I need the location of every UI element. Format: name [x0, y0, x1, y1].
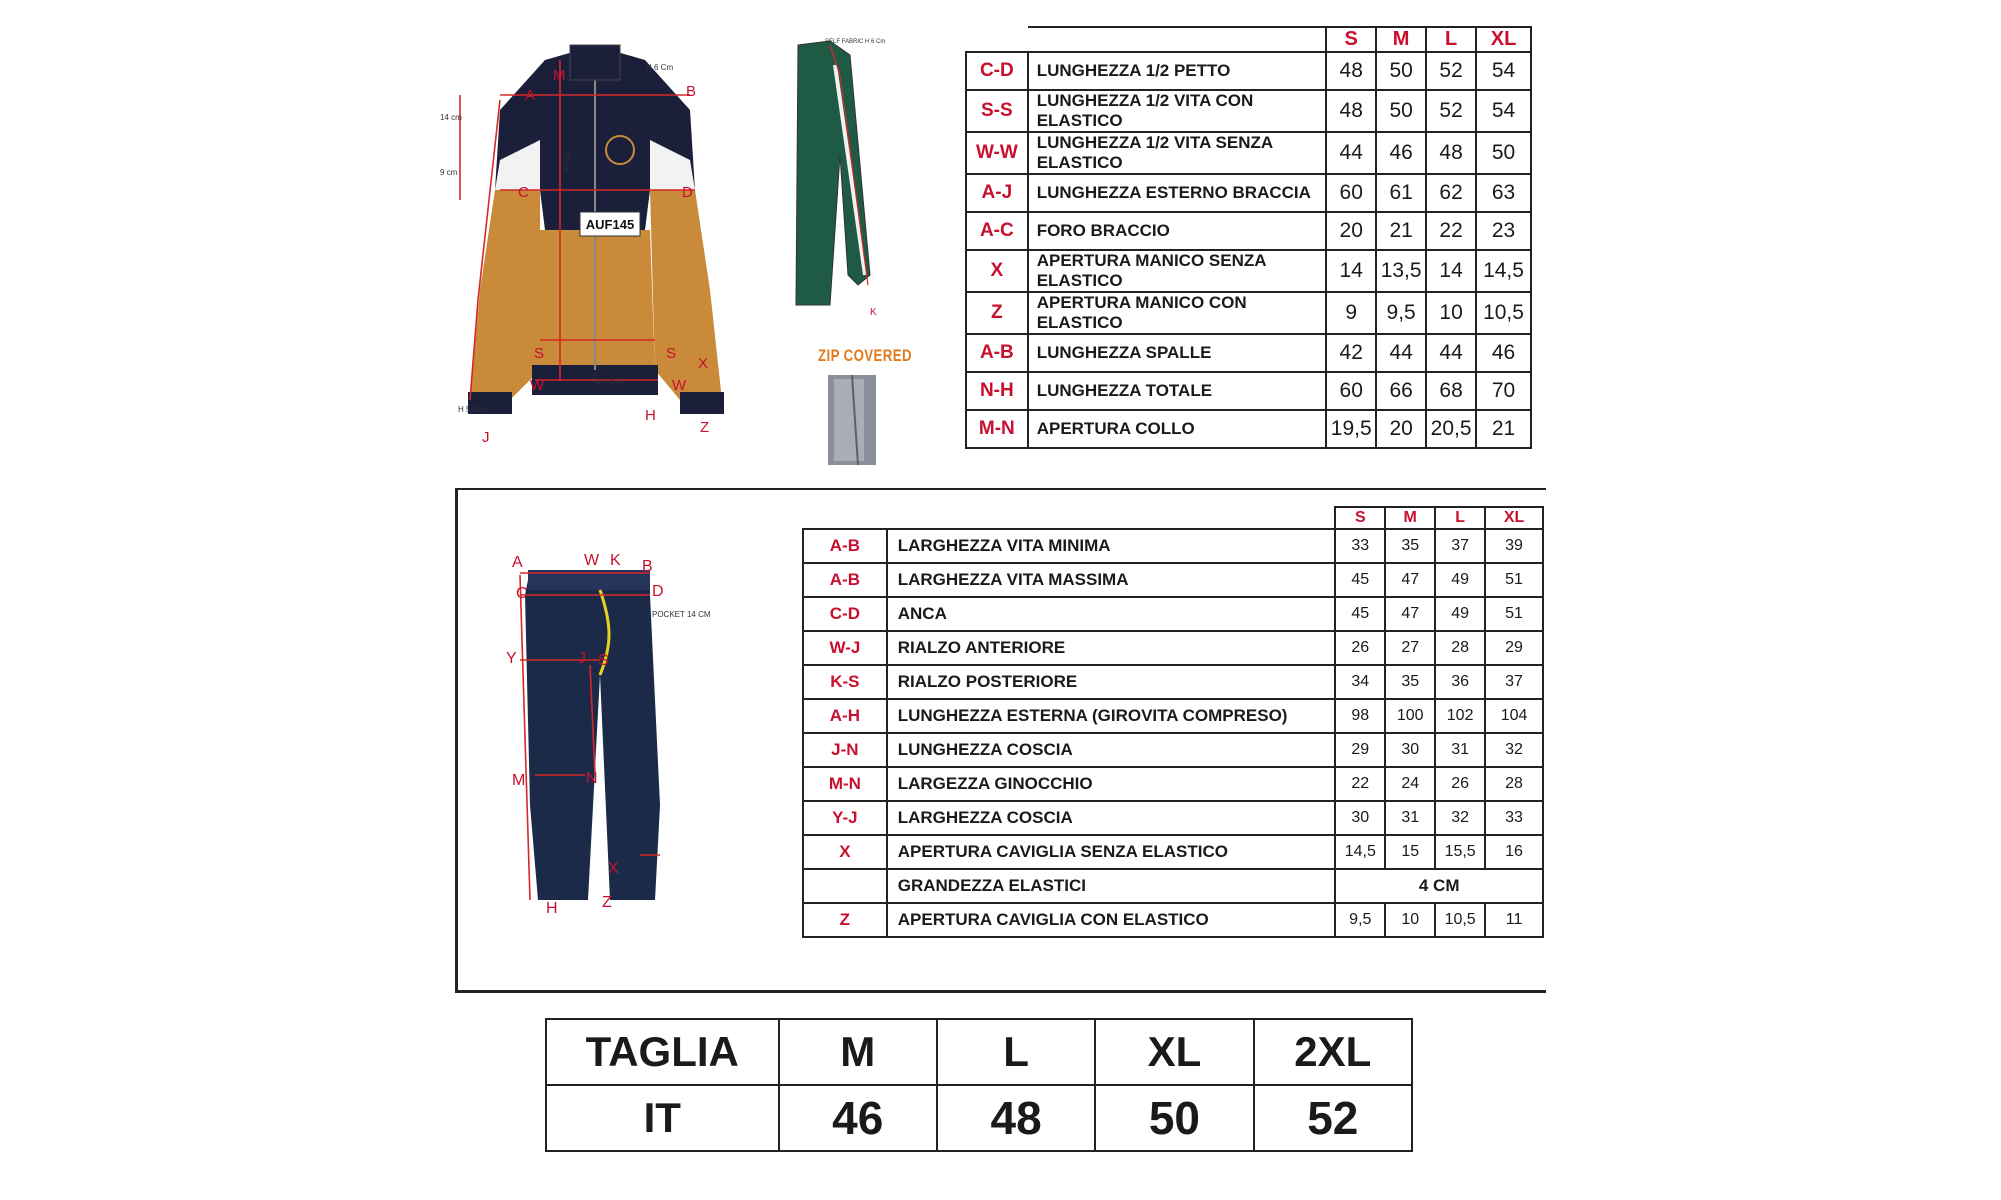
jacket-note-9cm: 9 cm — [440, 168, 458, 177]
jacket-row-value: 63 — [1476, 174, 1531, 212]
pants-row-value: 100 — [1385, 699, 1435, 733]
pants-row-value: 39 — [1485, 529, 1543, 563]
jacket-row-code: M-N — [966, 410, 1028, 448]
pants-row-value: 47 — [1385, 563, 1435, 597]
jacket-row — [966, 292, 1531, 334]
pants-row-value: 29 — [1335, 733, 1385, 767]
pants-row-label: APERTURA CAVIGLIA SENZA ELASTICO — [887, 835, 1336, 869]
pants-row — [803, 733, 1543, 767]
jacket-row-value: 68 — [1426, 372, 1476, 410]
jacket-row-value: 9 — [1326, 292, 1376, 334]
jacket-row-value: 60 — [1326, 174, 1376, 212]
pants-label-d: D — [652, 583, 664, 600]
pants-row — [803, 767, 1543, 801]
jacket-row-code: A-C — [966, 212, 1028, 250]
pants-row-code: W-J — [803, 631, 887, 665]
jacket-row — [966, 250, 1531, 292]
pants-row-value: 33 — [1485, 801, 1543, 835]
jacket-row-value: 50 — [1376, 90, 1426, 132]
pants-row-code: A-H — [803, 699, 887, 733]
pants-row-code: C-D — [803, 597, 887, 631]
jacket-row — [966, 52, 1531, 90]
pants-label-k: K — [610, 552, 621, 569]
jacket-sketch — [440, 40, 750, 450]
pants-label-w: W — [584, 552, 600, 569]
jacket-size-l: L — [1426, 27, 1476, 52]
jacket-row-code: X — [966, 250, 1028, 292]
pants-row-value: 30 — [1385, 733, 1435, 767]
it-value-52: 52 — [1254, 1085, 1412, 1151]
pants-row — [803, 631, 1543, 665]
pants-label-s: S — [598, 652, 609, 669]
pants-row-value: 14,5 — [1335, 835, 1385, 869]
it-value-46: 46 — [779, 1085, 937, 1151]
taglia-header: TAGLIA — [546, 1019, 779, 1085]
jacket-row-code: C-D — [966, 52, 1028, 90]
pants-row-value: 27 — [1385, 631, 1435, 665]
jacket-row — [966, 334, 1531, 372]
jacket-label-z: Z — [700, 419, 710, 436]
pants-row-value: 22 — [1335, 767, 1385, 801]
pants-last-row — [803, 903, 1543, 937]
pants-row-code: M-N — [803, 767, 887, 801]
jacket-row-value: 70 — [1476, 372, 1531, 410]
jacket-size-s: S — [1326, 27, 1376, 52]
jacket-row-value: 14,5 — [1476, 250, 1531, 292]
pants-row-value: 51 — [1485, 563, 1543, 597]
jacket-row-label: LUNGHEZZA SPALLE — [1028, 334, 1327, 372]
pants-row-value: 33 — [1335, 529, 1385, 563]
pants-row-value: 45 — [1335, 563, 1385, 597]
jacket-row — [966, 90, 1531, 132]
jacket-row-label: LUNGHEZZA 1/2 VITA SENZA ELASTICO — [1028, 132, 1327, 174]
pants-row-label: LARGHEZZA VITA MASSIMA — [887, 563, 1336, 597]
jacket-row-value: 46 — [1476, 334, 1531, 372]
pants-label-b: B — [642, 558, 653, 575]
last-row-value-m: 10 — [1385, 903, 1435, 937]
jacket-label-m: M — [553, 67, 566, 84]
pants-row-value: 15,5 — [1435, 835, 1485, 869]
pants-row — [803, 529, 1543, 563]
jacket-size-table — [965, 26, 1532, 449]
jacket-row — [966, 212, 1531, 250]
last-row-value-xl: 11 — [1485, 903, 1543, 937]
pants-row-value: 28 — [1485, 767, 1543, 801]
jacket-row-value: 9,5 — [1376, 292, 1426, 334]
pants-row-value: 34 — [1335, 665, 1385, 699]
pants-row-value: 26 — [1435, 767, 1485, 801]
jacket-row-value: 54 — [1476, 52, 1531, 90]
jacket-row — [966, 372, 1531, 410]
jacket-row-value: 66 — [1376, 372, 1426, 410]
jacket-row-value: 52 — [1426, 52, 1476, 90]
jacket-label-b: B — [686, 83, 697, 100]
jacket-note-14cm: 14 cm — [440, 113, 462, 122]
jacket-label-j: J — [482, 429, 490, 446]
side-label-k: K — [870, 307, 877, 318]
pants-row — [803, 597, 1543, 631]
elastic-value: 4 CM — [1335, 869, 1543, 903]
pants-label-y: Y — [506, 650, 517, 667]
jacket-row-value: 46 — [1376, 132, 1426, 174]
jacket-label-w-right: W — [672, 377, 687, 394]
jacket-row-value: 48 — [1326, 90, 1376, 132]
pants-row-value: 49 — [1435, 563, 1485, 597]
pants-row-value: 26 — [1335, 631, 1385, 665]
pants-row-value: 37 — [1485, 665, 1543, 699]
pants-size-m: M — [1385, 507, 1435, 529]
pants-size-l: L — [1435, 507, 1485, 529]
size-conversion-table — [545, 1018, 1413, 1152]
jacket-row — [966, 410, 1531, 448]
pants-row-value: 32 — [1435, 801, 1485, 835]
jacket-size-m: M — [1376, 27, 1426, 52]
jacket-row-value: 60 — [1326, 372, 1376, 410]
pants-row-value: 31 — [1385, 801, 1435, 835]
pants-row-value: 16 — [1485, 835, 1543, 869]
jacket-row-code: Z — [966, 292, 1028, 334]
jacket-row-value: 22 — [1426, 212, 1476, 250]
jacket-row-value: 44 — [1326, 132, 1376, 174]
jacket-row-value: 23 — [1476, 212, 1531, 250]
jacket-row-label: APERTURA COLLO — [1028, 410, 1327, 448]
pants-row — [803, 563, 1543, 597]
jacket-row-value: 20 — [1376, 410, 1426, 448]
jacket-code-label: AUF145 — [585, 217, 635, 232]
jacket-row-value: 61 — [1376, 174, 1426, 212]
jacket-row-value: 42 — [1326, 334, 1376, 372]
jacket-row — [966, 132, 1531, 174]
it-value-50: 50 — [1095, 1085, 1253, 1151]
pants-row-value: 98 — [1335, 699, 1385, 733]
jacket-row-value: 50 — [1376, 52, 1426, 90]
pants-row-value: 29 — [1485, 631, 1543, 665]
jacket-label-w-left: W — [530, 377, 545, 394]
jacket-row-code: N-H — [966, 372, 1028, 410]
jacket-row-value: 10,5 — [1476, 292, 1531, 334]
pants-row-value: 102 — [1435, 699, 1485, 733]
pants-label-x: X — [608, 860, 619, 877]
jacket-row-value: 21 — [1376, 212, 1426, 250]
jacket-row-value: 48 — [1426, 132, 1476, 174]
jacket-side-sketch — [790, 35, 900, 325]
jacket-label-a: A — [525, 87, 536, 104]
pants-elastic-row — [803, 869, 1543, 903]
size-l: L — [937, 1019, 1095, 1085]
pants-row-value: 35 — [1385, 665, 1435, 699]
pants-row — [803, 801, 1543, 835]
last-row-label: APERTURA CAVIGLIA CON ELASTICO — [887, 903, 1336, 937]
pants-row-label: LUNGHEZZA COSCIA — [887, 733, 1336, 767]
jacket-row-value: 44 — [1376, 334, 1426, 372]
size-xl: XL — [1095, 1019, 1253, 1085]
jacket-row-label: APERTURA MANICO CON ELASTICO — [1028, 292, 1327, 334]
pants-row-code: A-B — [803, 563, 887, 597]
pocket-note: POCKET 14 CM — [652, 610, 711, 619]
size-m: M — [779, 1019, 937, 1085]
jacket-row-value: 20 — [1326, 212, 1376, 250]
jacket-row — [966, 174, 1531, 212]
jacket-note-37cm: 37 cm — [562, 150, 571, 172]
pants-label-a: A — [512, 554, 523, 571]
jacket-row-label: LUNGHEZZA 1/2 VITA CON ELASTICO — [1028, 90, 1327, 132]
pants-row — [803, 665, 1543, 699]
pants-row-value: 51 — [1485, 597, 1543, 631]
jacket-label-s-left: S — [534, 345, 545, 362]
jacket-row-value: 50 — [1476, 132, 1531, 174]
pants-sketch — [500, 552, 711, 917]
pants-row-label: RIALZO ANTERIORE — [887, 631, 1336, 665]
pants-label-n: N — [586, 770, 598, 787]
jacket-note-hem-h: H 5 Cm — [595, 378, 623, 387]
jacket-row-value: 20,5 — [1426, 410, 1476, 448]
pants-row-value: 32 — [1485, 733, 1543, 767]
jacket-label-c: C — [518, 184, 529, 201]
pants-row-value: 24 — [1385, 767, 1435, 801]
jacket-row-value: 21 — [1476, 410, 1531, 448]
pants-row-code: Y-J — [803, 801, 887, 835]
pants-row-value: 35 — [1385, 529, 1435, 563]
jacket-row-value: 14 — [1326, 250, 1376, 292]
pants-row-code: X — [803, 835, 887, 869]
jacket-row-code: A-J — [966, 174, 1028, 212]
zip-covered-label: ZIP COVERED — [818, 346, 912, 365]
elastic-label: GRANDEZZA ELASTICI — [887, 869, 1336, 903]
jacket-row-value: 44 — [1426, 334, 1476, 372]
pants-label-m: M — [512, 772, 526, 789]
jacket-row-code: S-S — [966, 90, 1028, 132]
zip-detail-image — [828, 375, 876, 465]
jacket-row-value: 10 — [1426, 292, 1476, 334]
jacket-row-value: 19,5 — [1326, 410, 1376, 448]
pants-row-value: 30 — [1335, 801, 1385, 835]
pants-row-code: A-B — [803, 529, 887, 563]
jacket-label-x: X — [698, 355, 709, 372]
jacket-row-value: 52 — [1426, 90, 1476, 132]
pants-row-label: LUNGHEZZA ESTERNA (GIROVITA COMPRESO) — [887, 699, 1336, 733]
jacket-note-collar-h: H 6 Cm — [646, 63, 674, 72]
pants-row-value: 49 — [1435, 597, 1485, 631]
jacket-row-code: W-W — [966, 132, 1028, 174]
jacket-row-label: LUNGHEZZA ESTERNO BRACCIA — [1028, 174, 1327, 212]
size-2xl: 2XL — [1254, 1019, 1412, 1085]
last-row-value-l: 10,5 — [1435, 903, 1485, 937]
pants-row-label: ANCA — [887, 597, 1336, 631]
pants-row-label: LARGHEZZA VITA MINIMA — [887, 529, 1336, 563]
jacket-row-value: 62 — [1426, 174, 1476, 212]
pants-size-xl: XL — [1485, 507, 1543, 529]
pants-row-value: 37 — [1435, 529, 1485, 563]
region-it: IT — [546, 1085, 779, 1151]
pants-row-label: RIALZO POSTERIORE — [887, 665, 1336, 699]
jacket-note-cuff-h: H 5 Cm — [458, 405, 486, 414]
pants-size-s: S — [1335, 507, 1385, 529]
jacket-size-xl: XL — [1476, 27, 1531, 52]
pants-row-code: K-S — [803, 665, 887, 699]
jacket-row-label: LUNGHEZZA TOTALE — [1028, 372, 1327, 410]
jacket-row-label: LUNGHEZZA 1/2 PETTO — [1028, 52, 1327, 90]
pants-row-label: LARGEZZA GINOCCHIO — [887, 767, 1336, 801]
jacket-row-code: A-B — [966, 334, 1028, 372]
last-row-value-s: 9,5 — [1335, 903, 1385, 937]
jacket-label-d: D — [682, 184, 693, 201]
jacket-row-value: 14 — [1426, 250, 1476, 292]
jacket-label-s-right: S — [666, 345, 677, 362]
pants-row-value: 28 — [1435, 631, 1485, 665]
it-value-48: 48 — [937, 1085, 1095, 1151]
jacket-row-value: 48 — [1326, 52, 1376, 90]
pants-row-value: 31 — [1435, 733, 1485, 767]
pants-label-h: H — [546, 900, 558, 917]
pants-label-z: Z — [602, 894, 612, 911]
side-note: SELF FABRIC H 6 Cm — [825, 39, 886, 45]
pants-label-j: J — [578, 650, 586, 667]
pants-row-value: 45 — [1335, 597, 1385, 631]
pants-row-value: 15 — [1385, 835, 1435, 869]
jacket-row-value: 13,5 — [1376, 250, 1426, 292]
last-row-code: Z — [803, 903, 887, 937]
pants-row-code: J-N — [803, 733, 887, 767]
pants-row — [803, 835, 1543, 869]
pants-size-table — [802, 506, 1544, 938]
jacket-label-h: H — [645, 407, 656, 424]
pants-row-value: 36 — [1435, 665, 1485, 699]
pants-label-c: C — [516, 585, 528, 602]
jacket-row-value: 54 — [1476, 90, 1531, 132]
jacket-row-label: APERTURA MANICO SENZA ELASTICO — [1028, 250, 1327, 292]
pants-row — [803, 699, 1543, 733]
pants-row-value: 104 — [1485, 699, 1543, 733]
jacket-row-label: FORO BRACCIO — [1028, 212, 1327, 250]
pants-row-value: 47 — [1385, 597, 1435, 631]
pants-row-label: LARGHEZZA COSCIA — [887, 801, 1336, 835]
